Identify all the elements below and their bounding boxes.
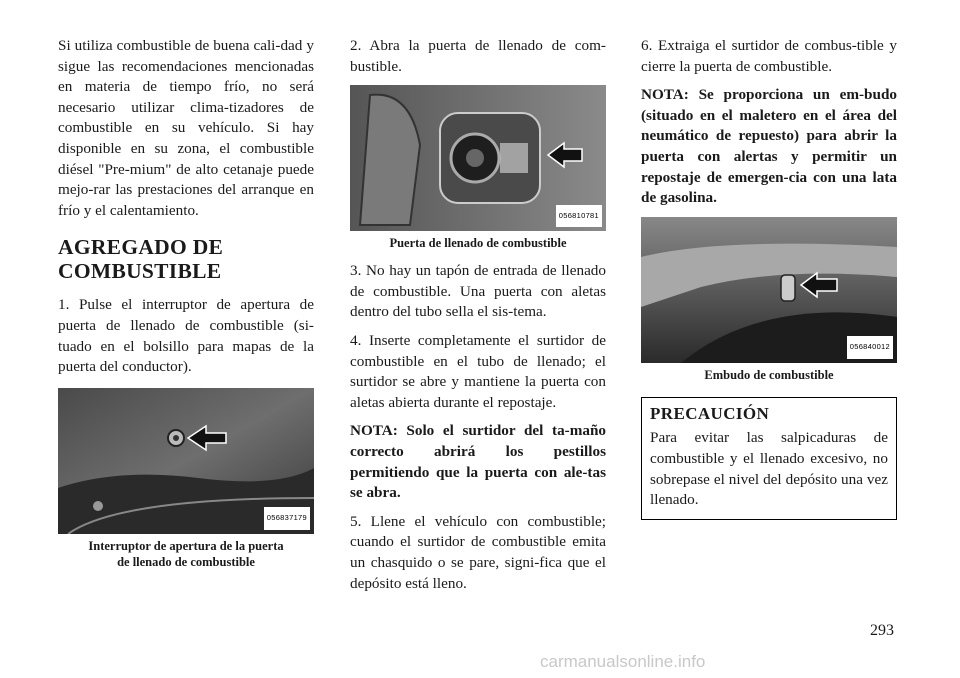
column-1 <box>58 36 314 580</box>
page-number: 293 <box>870 622 894 639</box>
step-6: 6. Extraiga el surtidor de combus-tible y cierre la puerta de combustible. <box>641 37 897 75</box>
watermark: carmanualsonline.info <box>540 652 706 671</box>
figure1-caption-line2: de llenado de combustible <box>117 554 255 569</box>
figure2-code: 056810781 <box>556 205 602 228</box>
caution-title: PRECAUCIÓN <box>650 403 770 423</box>
caution-box <box>641 397 897 520</box>
caution-text: Para evitar las salpicaduras de combustible y el llenado excesivo, no sobrepase el nivel del depósito una vez llenado. <box>650 429 888 509</box>
note-2: NOTA: Se proporciona un em-budo (situado en el maletero en el área del neumático de repuesto) para abrir la puerta con alertas y permitir un repostaje de emergen-cia con una lata de gasolina. <box>641 86 897 207</box>
step-1: 1. Pulse el interruptor de apertura de puerta de llenado de combustible (si-tuado en el bolsillo para mapas de la puerta del conductor). <box>58 296 314 376</box>
figure-funnel <box>641 217 897 363</box>
section-heading <box>58 235 314 283</box>
step-5: 5. Llene el vehículo con combustible; cuando el surtidor de combustible emita un chasquido o se pare, signi-fica que el depósito está lleno. <box>350 512 606 592</box>
figure3-code: 056840012 <box>847 336 893 359</box>
figure1-caption-line1: Interruptor de apertura de la puerta <box>88 538 284 553</box>
intro-paragraph: Si utiliza combustible de buena cali-dad y sigue las recomendaciones mencionadas en materia de tiempo frío, no será necesario utilizar clima-tizadores de combustible en su vehículo. Si hay disponible en su zona, el combustible diésel "Pre-mium" de alto cetanaje puede mejo-rar las prestaciones del arranque en frío y el calentamiento. <box>58 37 314 219</box>
figure1-caption <box>58 538 314 570</box>
note-1: NOTA: Solo el surtidor del ta-maño correcto abrirá los pestillos permitiendo que la puerta con ale-tas se abra. <box>350 422 606 502</box>
step-2: 2. Abra la puerta de llenado de com-bustible. <box>350 37 606 75</box>
step-4: 4. Inserte completamente el surtidor de combustible en el tubo de llenado; el surtidor se abre y mantiene la puerta con aletas abierta durante el repostaje. <box>350 331 606 411</box>
column-2 <box>350 36 606 602</box>
figure3-caption: Embudo de combustible <box>704 367 834 382</box>
figure-fuel-door <box>350 85 606 231</box>
step-3: 3. No hay un tapón de entrada de llenado de combustible. Una puerta con aletas dentro del tubo sella el sis-tema. <box>350 262 606 321</box>
column-3 <box>641 36 897 520</box>
figure1-code: 056837179 <box>264 507 310 530</box>
section-heading-line1: AGREGADO DE <box>58 235 224 260</box>
section-heading-line2: COMBUSTIBLE <box>58 259 222 284</box>
figure2-caption: Puerta de llenado de combustible <box>389 236 567 251</box>
figure-door-switch <box>58 388 314 534</box>
